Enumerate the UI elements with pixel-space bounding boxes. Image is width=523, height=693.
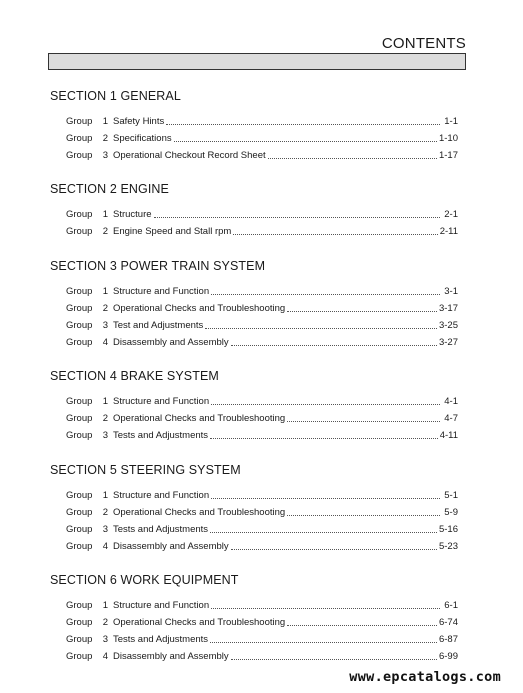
dot-leader — [166, 123, 440, 125]
entry-title: Tests and Adjustments — [113, 524, 209, 535]
group-list — [66, 487, 458, 555]
group-id — [66, 648, 113, 665]
group-id — [66, 410, 113, 427]
group-number: 4 — [102, 651, 108, 662]
entry-title: Tests and Adjustments — [113, 430, 209, 441]
group-label: Group — [66, 286, 93, 297]
dot-leader — [205, 327, 437, 329]
group-number: 1 — [102, 396, 108, 407]
toc-entry[interactable] — [66, 206, 458, 223]
group-number: 2 — [102, 133, 108, 144]
group-id — [66, 504, 113, 521]
group-label: Group — [66, 524, 93, 535]
toc-entry[interactable] — [66, 130, 458, 147]
group-label: Group — [66, 116, 93, 127]
group-label: Group — [66, 651, 93, 662]
entry-title: Safety Hints — [113, 116, 165, 127]
group-number: 1 — [102, 600, 108, 611]
dot-leader — [231, 548, 437, 550]
group-number: 3 — [102, 634, 108, 645]
dot-leader — [154, 216, 440, 218]
group-label: Group — [66, 413, 93, 424]
group-id — [66, 614, 113, 631]
toc-entry[interactable] — [66, 113, 458, 130]
entry-title: Specifications — [113, 133, 172, 144]
group-id — [66, 317, 113, 334]
entry-title: Disassembly and Assembly — [113, 541, 229, 552]
page-number: 4-1 — [444, 396, 458, 407]
section-title: SECTION 6 WORK EQUIPMENT — [50, 573, 239, 587]
page-number: 6-74 — [438, 617, 458, 628]
toc-entry[interactable] — [66, 300, 458, 317]
dot-leader — [210, 531, 437, 533]
page-number: 4-7 — [444, 413, 458, 424]
page-number: 5-1 — [444, 490, 458, 501]
entry-title: Structure — [113, 209, 152, 220]
toc-entry[interactable] — [66, 283, 458, 300]
dot-leader — [211, 293, 440, 295]
dot-leader — [211, 497, 440, 499]
toc-entry[interactable] — [66, 393, 458, 410]
toc-entry[interactable] — [66, 487, 458, 504]
section-2 — [50, 181, 458, 240]
group-number: 1 — [102, 209, 108, 220]
group-number: 3 — [102, 430, 108, 441]
page-number: 3-1 — [444, 286, 458, 297]
group-label: Group — [66, 634, 93, 645]
toc-entry[interactable] — [66, 648, 458, 665]
group-label: Group — [66, 320, 93, 331]
group-id — [66, 283, 113, 300]
toc-entry[interactable] — [66, 521, 458, 538]
group-id — [66, 597, 113, 614]
dot-leader — [231, 658, 437, 660]
toc-entry[interactable] — [66, 317, 458, 334]
group-id — [66, 427, 113, 444]
toc-entry[interactable] — [66, 538, 458, 555]
dot-leader — [211, 403, 440, 405]
section-5 — [50, 462, 458, 555]
section-6 — [50, 572, 458, 665]
dot-leader — [287, 310, 437, 312]
group-number: 1 — [102, 286, 108, 297]
group-label: Group — [66, 490, 93, 501]
entry-title: Tests and Adjustments — [113, 634, 209, 645]
group-list — [66, 283, 458, 351]
group-id — [66, 223, 113, 240]
group-list — [66, 113, 458, 164]
group-number: 4 — [102, 337, 108, 348]
toc-entry[interactable] — [66, 504, 458, 521]
group-label: Group — [66, 600, 93, 611]
group-id — [66, 487, 113, 504]
group-id — [66, 631, 113, 648]
page-number: 1-17 — [438, 150, 458, 161]
page-number: 1-10 — [438, 133, 458, 144]
dot-leader — [233, 233, 437, 235]
dot-leader — [287, 514, 440, 516]
title-bar — [48, 53, 466, 70]
dot-leader — [287, 624, 437, 626]
section-4 — [50, 368, 458, 444]
group-id — [66, 300, 113, 317]
group-number: 2 — [102, 617, 108, 628]
group-label: Group — [66, 430, 93, 441]
page-number: 3-27 — [438, 337, 458, 348]
page-number: 6-87 — [438, 634, 458, 645]
entry-title: Structure and Function — [113, 600, 210, 611]
group-number: 4 — [102, 541, 108, 552]
toc-entry[interactable] — [66, 631, 458, 648]
page-number: 6-1 — [444, 600, 458, 611]
dot-leader — [210, 641, 437, 643]
group-label: Group — [66, 226, 93, 237]
group-list — [66, 206, 458, 240]
toc-entry[interactable] — [66, 410, 458, 427]
page-title: CONTENTS — [381, 35, 466, 52]
entry-title: Test and Adjustments — [113, 320, 204, 331]
page-number: 5-16 — [438, 524, 458, 535]
entry-title: Disassembly and Assembly — [113, 651, 229, 662]
section-title: SECTION 2 ENGINE — [50, 182, 169, 196]
toc-entry[interactable] — [66, 147, 458, 164]
page-number: 2-1 — [444, 209, 458, 220]
group-id — [66, 130, 113, 147]
watermark: www.epcatalogs.com — [349, 669, 501, 685]
page-number: 3-17 — [438, 303, 458, 314]
section-1 — [50, 88, 458, 164]
entry-title: Operational Checks and Troubleshooting — [113, 413, 286, 424]
page-number: 6-99 — [438, 651, 458, 662]
group-number: 3 — [102, 150, 108, 161]
group-label: Group — [66, 541, 93, 552]
dot-leader — [268, 157, 437, 159]
group-id — [66, 393, 113, 410]
dot-leader — [211, 607, 440, 609]
group-number: 3 — [102, 320, 108, 331]
entry-title: Operational Checks and Troubleshooting — [113, 507, 286, 518]
entry-title: Structure and Function — [113, 490, 210, 501]
group-label: Group — [66, 337, 93, 348]
section-title: SECTION 4 BRAKE SYSTEM — [50, 369, 219, 383]
group-id — [66, 334, 113, 351]
dot-leader — [231, 344, 437, 346]
entry-title: Operational Checks and Troubleshooting — [113, 617, 286, 628]
group-number: 1 — [102, 116, 108, 127]
toc-entry[interactable] — [66, 597, 458, 614]
entry-title: Structure and Function — [113, 396, 210, 407]
entry-title: Engine Speed and Stall rpm — [113, 226, 232, 237]
toc-entry[interactable] — [66, 223, 458, 240]
group-number: 2 — [102, 413, 108, 424]
page-number: 4-11 — [439, 430, 458, 441]
group-label: Group — [66, 150, 93, 161]
entry-title: Structure and Function — [113, 286, 210, 297]
page-number: 5-9 — [444, 507, 458, 518]
group-number: 3 — [102, 524, 108, 535]
dot-leader — [174, 140, 437, 142]
section-title: SECTION 3 POWER TRAIN SYSTEM — [50, 259, 266, 273]
page-number: 1-1 — [444, 116, 458, 127]
group-id — [66, 538, 113, 555]
group-label: Group — [66, 507, 93, 518]
group-number: 1 — [102, 490, 108, 501]
group-label: Group — [66, 133, 93, 144]
toc-entry[interactable] — [66, 427, 458, 444]
dot-leader — [287, 420, 440, 422]
group-number: 2 — [102, 226, 108, 237]
entry-title: Operational Checks and Troubleshooting — [113, 303, 286, 314]
page-number: 3-25 — [438, 320, 458, 331]
section-3 — [50, 258, 458, 351]
group-id — [66, 206, 113, 223]
page-number: 5-23 — [438, 541, 458, 552]
group-number: 2 — [102, 303, 108, 314]
page-number: 2-11 — [439, 226, 458, 237]
entry-title: Disassembly and Assembly — [113, 337, 229, 348]
dot-leader — [210, 437, 438, 439]
group-id — [66, 521, 113, 538]
toc-entry[interactable] — [66, 334, 458, 351]
group-label: Group — [66, 617, 93, 628]
group-id — [66, 113, 113, 130]
group-label: Group — [66, 396, 93, 407]
group-label: Group — [66, 209, 93, 220]
group-list — [66, 393, 458, 444]
group-id — [66, 147, 113, 164]
section-title: SECTION 1 GENERAL — [50, 89, 181, 103]
group-label: Group — [66, 303, 93, 314]
group-list — [66, 597, 458, 665]
group-number: 2 — [102, 507, 108, 518]
toc-entry[interactable] — [66, 614, 458, 631]
entry-title: Operational Checkout Record Sheet — [113, 150, 266, 161]
section-title: SECTION 5 STEERING SYSTEM — [50, 463, 241, 477]
